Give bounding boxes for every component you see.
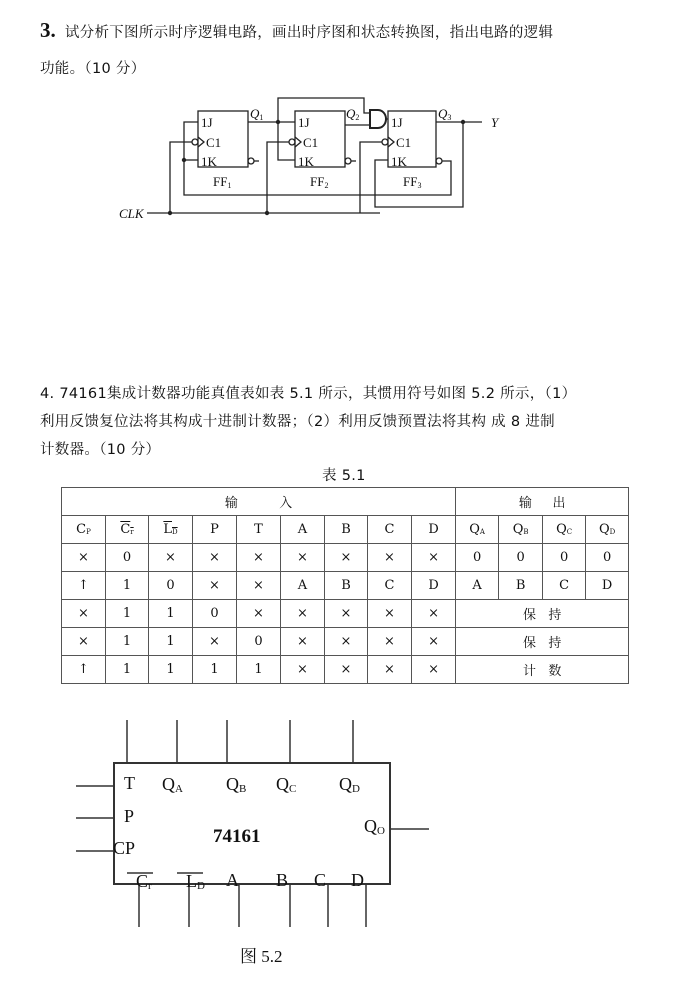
chip-pin-qd: QD <box>339 774 360 795</box>
ff3-pin-c: C1 <box>396 135 412 150</box>
table-cell: × <box>62 600 106 628</box>
ff3-qbar-bubble <box>436 158 442 164</box>
column-header-main: B <box>341 522 351 537</box>
table-cell: ↑ <box>62 572 106 600</box>
column-header <box>368 516 412 544</box>
table-cell-output: D <box>586 572 629 600</box>
ff3-clock-triangle <box>388 137 394 147</box>
figure-caption: 图 5.2 <box>240 947 283 966</box>
ff1-clock-bubble <box>192 139 198 145</box>
table-cell: × <box>325 656 368 684</box>
clk-label: CLK <box>119 206 144 221</box>
table-cell: × <box>62 544 106 572</box>
question-4-line3: 计数器。（10 分） <box>40 442 161 458</box>
table-cell: 1 <box>237 656 281 684</box>
table-cell: × <box>237 600 281 628</box>
column-header-sub: D <box>609 528 616 536</box>
column-header-main: Q <box>599 522 610 537</box>
chip-name: 74161 <box>213 826 261 847</box>
column-header-sub: C <box>566 528 573 536</box>
column-header-sub: $\overline{D}$ <box>172 528 178 536</box>
table-cell: × <box>62 628 106 656</box>
table-cell: D <box>412 572 456 600</box>
ff3-pin-j: 1J <box>391 115 403 130</box>
table-cell-output: 0 <box>543 544 586 572</box>
table-cell: × <box>368 628 412 656</box>
table-cell: × <box>325 628 368 656</box>
ff1-clock-triangle <box>198 137 204 147</box>
table-cell: 0 <box>149 572 193 600</box>
column-header-main: T <box>254 522 263 537</box>
column-header-main: Q <box>556 522 567 537</box>
ff1-label: FF1 <box>213 174 232 190</box>
table-cell: 1 <box>106 600 149 628</box>
table-cell: × <box>193 544 237 572</box>
table-cell: × <box>281 628 325 656</box>
chip-pin-qc: QC <box>276 774 297 795</box>
column-header <box>456 516 499 544</box>
chip-pin-t: T <box>124 773 135 793</box>
chip-pin-a: A <box>226 870 239 890</box>
table-cell-output: 0 <box>499 544 543 572</box>
table-cell: 0 <box>106 544 149 572</box>
ff2-pin-k: 1K <box>298 154 314 169</box>
column-header-main: Q <box>469 522 480 537</box>
table-cell: × <box>325 544 368 572</box>
column-header <box>543 516 586 544</box>
column-header-sub: $\overline{r}$ <box>130 528 134 536</box>
chip-pin-qa: QA <box>162 774 183 795</box>
ff2-clock-triangle <box>295 137 301 147</box>
table-cell-output: 0 <box>586 544 629 572</box>
column-header <box>106 516 149 544</box>
table-cell: × <box>412 544 456 572</box>
table-cell: 1 <box>149 656 193 684</box>
table-cell: × <box>368 544 412 572</box>
table-cell: × <box>149 544 193 572</box>
q3-label: Q3 <box>438 106 452 122</box>
table-cell: ↑ <box>62 656 106 684</box>
column-header <box>412 516 456 544</box>
column-header <box>237 516 281 544</box>
ff1-pin-k: 1K <box>201 154 217 169</box>
column-header-sub: B <box>523 528 529 536</box>
table-row <box>62 600 629 628</box>
column-header-sub: P <box>86 528 91 536</box>
column-header <box>586 516 629 544</box>
table-cell: × <box>281 656 325 684</box>
ff2-label: FF2 <box>310 174 329 190</box>
table-caption: 表 5.1 <box>322 468 366 484</box>
ff3-clock-bubble <box>382 139 388 145</box>
table-cell: 1 <box>106 572 149 600</box>
table-cell: 0 <box>193 600 237 628</box>
table-cell: × <box>281 544 325 572</box>
table-cell-output: C <box>543 572 586 600</box>
table-row <box>62 628 629 656</box>
question-4-line2: 利用反馈复位法将其构成十进制计数器；（2）利用反馈预置法将其构 成 8 进制 <box>40 414 555 430</box>
question-3-line2: 功能。（10 分） <box>40 61 146 77</box>
table-cell: 1 <box>193 656 237 684</box>
column-header <box>193 516 237 544</box>
table-cell: × <box>193 628 237 656</box>
table-cell: 1 <box>149 628 193 656</box>
column-header-main: $\overline{C}$ <box>120 522 131 537</box>
ff2-clock-bubble <box>289 139 295 145</box>
table-cell: × <box>237 544 281 572</box>
column-header-main: $\overline{L}$ <box>163 522 172 537</box>
table-cell-output: A <box>456 572 499 600</box>
table-cell: × <box>237 572 281 600</box>
ff2-qbar-bubble <box>345 158 351 164</box>
column-header <box>281 516 325 544</box>
output-y-label: Y <box>491 115 499 130</box>
question-3-number: 3. <box>40 18 56 42</box>
ff1-pin-j: 1J <box>201 115 213 130</box>
column-header <box>325 516 368 544</box>
chip-pin-qo: QO <box>364 816 385 837</box>
table-row <box>62 656 629 684</box>
table-cell: 1 <box>106 628 149 656</box>
table-cell: × <box>412 600 456 628</box>
column-header-main: D <box>428 522 439 537</box>
column-header <box>149 516 193 544</box>
ff3-pin-k: 1K <box>391 154 407 169</box>
sequential-circuit-diagram <box>0 0 680 240</box>
truth-table-74161 <box>61 487 629 684</box>
column-header-main: C <box>76 522 87 537</box>
question-3-line1: 试分析下图所示时序逻辑电路，画出时序图和状态转换图，指出电路的逻辑 <box>64 25 554 41</box>
chip-pin-qb: QB <box>226 774 247 795</box>
chip-pin-c: C <box>314 870 327 890</box>
table-cell: × <box>412 628 456 656</box>
table-cell: × <box>193 572 237 600</box>
column-header <box>499 516 543 544</box>
table-cell: A <box>281 572 325 600</box>
table-cell: 0 <box>237 628 281 656</box>
chip-pin-ld: LD <box>186 871 205 892</box>
chip-pin-cr: Cr <box>136 871 152 892</box>
and-gate <box>370 110 386 128</box>
column-header-main: A <box>297 522 308 537</box>
column-header-main: P <box>210 522 219 537</box>
ff1-pin-c: C1 <box>206 135 222 150</box>
chip-74161-symbol <box>0 700 680 981</box>
table-cell-output: 0 <box>456 544 499 572</box>
table-cell: × <box>368 600 412 628</box>
table-row <box>62 544 629 572</box>
chip-pin-p: P <box>124 806 135 826</box>
table-cell: B <box>325 572 368 600</box>
ff3-label: FF3 <box>403 174 422 190</box>
table-cell: 1 <box>106 656 149 684</box>
table-cell: × <box>368 656 412 684</box>
table-row <box>62 572 629 600</box>
chip-pin-cp: CP <box>113 838 136 858</box>
chip-pin-b: B <box>276 870 289 890</box>
column-header-main: Q <box>512 522 524 537</box>
table-cell-output-merged: 计 数 <box>456 656 629 684</box>
table-cell: × <box>281 600 325 628</box>
ff1-qbar-bubble <box>248 158 254 164</box>
ff2-pin-j: 1J <box>298 115 310 130</box>
q2-label: Q2 <box>346 106 360 122</box>
table-cell: C <box>368 572 412 600</box>
column-header-sub: A <box>479 528 485 536</box>
ff2-pin-c: C1 <box>303 135 319 150</box>
group-header-output: 输 出 <box>456 488 629 516</box>
table-cell: 1 <box>149 600 193 628</box>
chip-pin-d: D <box>351 870 364 890</box>
column-header <box>62 516 106 544</box>
table-cell-output-merged: 保 持 <box>456 628 629 656</box>
table-cell: × <box>412 656 456 684</box>
table-cell: × <box>325 600 368 628</box>
group-header-input: 输 入 <box>62 488 456 516</box>
column-header-main: C <box>384 522 395 537</box>
table-cell-output: B <box>499 572 543 600</box>
q1-label: Q1 <box>250 106 264 122</box>
table-cell-output-merged: 保 持 <box>456 600 629 628</box>
question-4-line1: 4. 74161集成计数器功能真值表如表 5.1 所示，其惯用符号如图 5.2 所示，（1） <box>40 386 577 402</box>
